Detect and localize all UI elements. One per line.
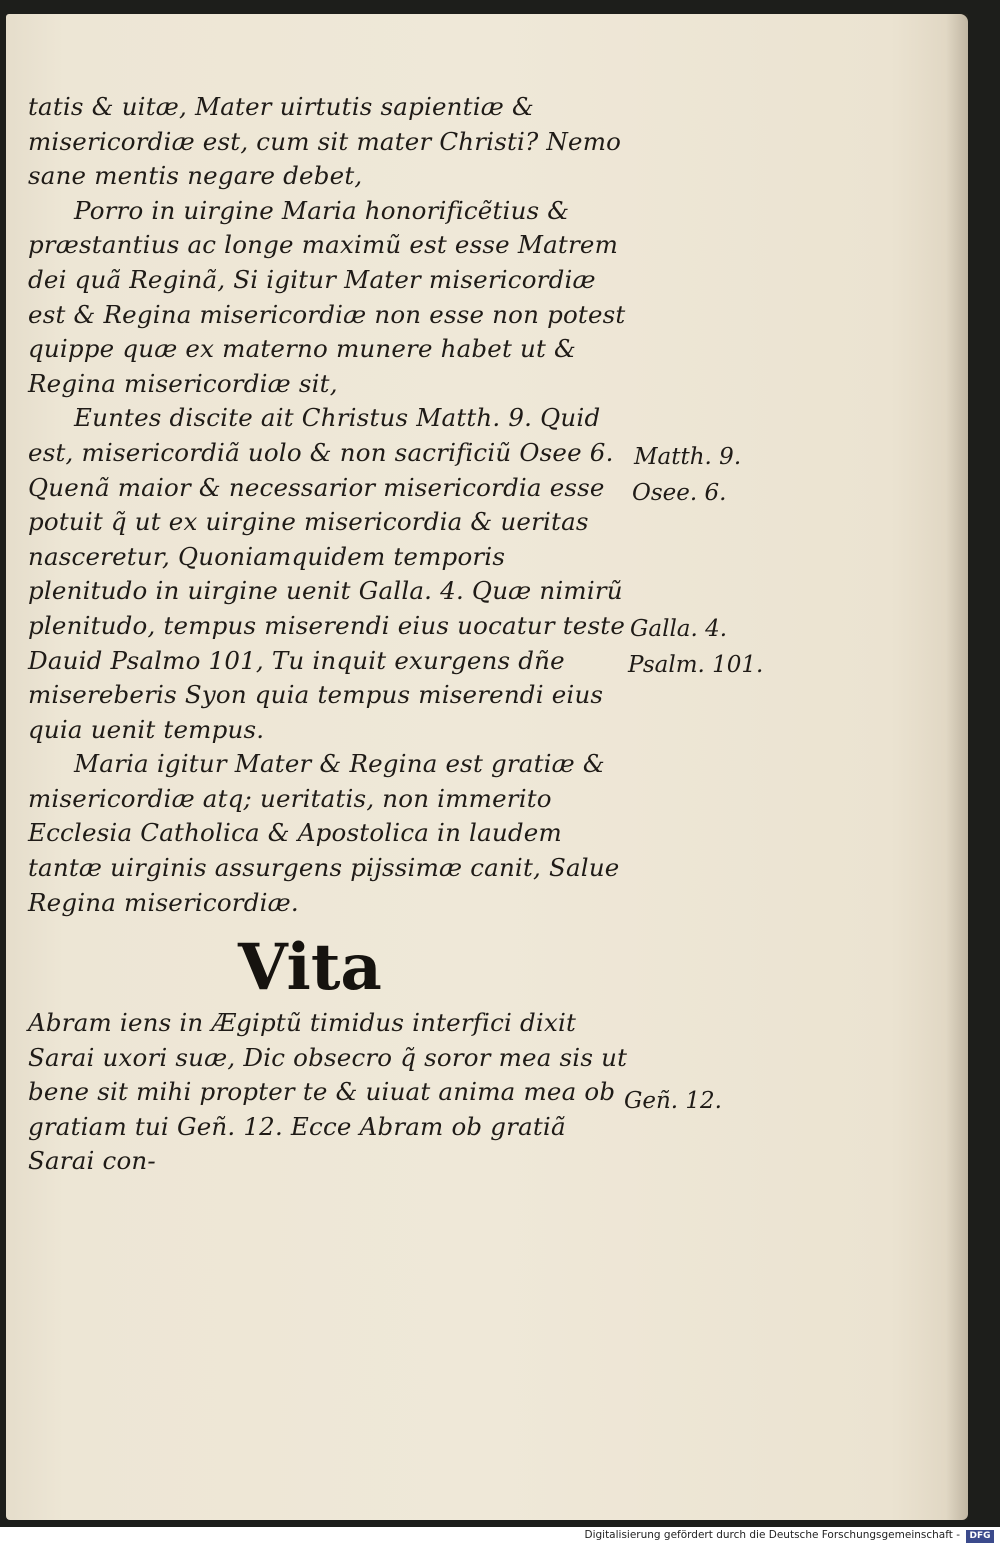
digitization-credit: Digitalisierung gefördert durch die Deutsche Forschungsgemeinschaft - [584,1529,960,1541]
margin-note-galla: Galla. 4. [630,616,728,642]
footer-bar [0,1527,1000,1547]
margin-note-gen: Geñ. 12. [624,1088,722,1114]
margin-note-matth: Matth. 9. [634,444,742,470]
main-text [28,90,628,920]
paragraph-2: Porro in uirgine Maria honorificẽtius & præstantius ac longe maximũ est esse Matrem dei quã Reginã, Si igitur Mater misericordiæ est & Regina misericordiæ non esse non potest quippe quæ ex materno munere habet ut & Regina misericordiæ sit, [28,195,626,398]
page-edge-shadow [946,14,968,1520]
paragraph-1: tatis & uitæ, Mater uirtutis sapientiæ & misericordiæ est, cum sit mater Christi? Nemo sane mentis negare debet, [28,92,622,191]
section-heading: Vita [238,930,382,1005]
paragraph-4: Maria igitur Mater & Regina est gratiæ & misericordiæ atq; ueritatis, non immerito Ecclesia Catholica & Apostolica in laudem tantæ uirginis assurgens pijssimæ canit, Salue Regina misericordiæ. [28,749,620,917]
section-text: Abram iens in Ægiptũ timidus interfici dixit Sarai uxori suæ, Dic obsecro q̃ soror mea sis ut bene sit mihi propter te & uiuat anima mea ob gratiam tui Geñ. 12. Ecce Abram ob gratiã Sarai con- [28,1008,628,1176]
margin-note-osee: Osee. 6. [632,480,727,506]
paragraph-3: Euntes discite ait Christus Matth. 9. Quid est, misericordiã uolo & non sacrificiũ Osee 6. Quenã maior & necessarior misericordia esse potuit q̃ ut ex uirgine misericordia & ueritas nasceretur, Quoniamquidem temporis plenitudo in uirgine uenit Galla. 4. Quæ nimirũ plenitudo, tempus miserendi eius uocatur teste Dauid Psalmo 101, Tu inquit exurgens dñe misereberis Syon quia tempus miserendi eius quia uenit tempus. [28,403,626,744]
dfg-logo-icon: DFG [966,1530,994,1543]
margin-note-psalm: Psalm. 101. [628,652,764,678]
